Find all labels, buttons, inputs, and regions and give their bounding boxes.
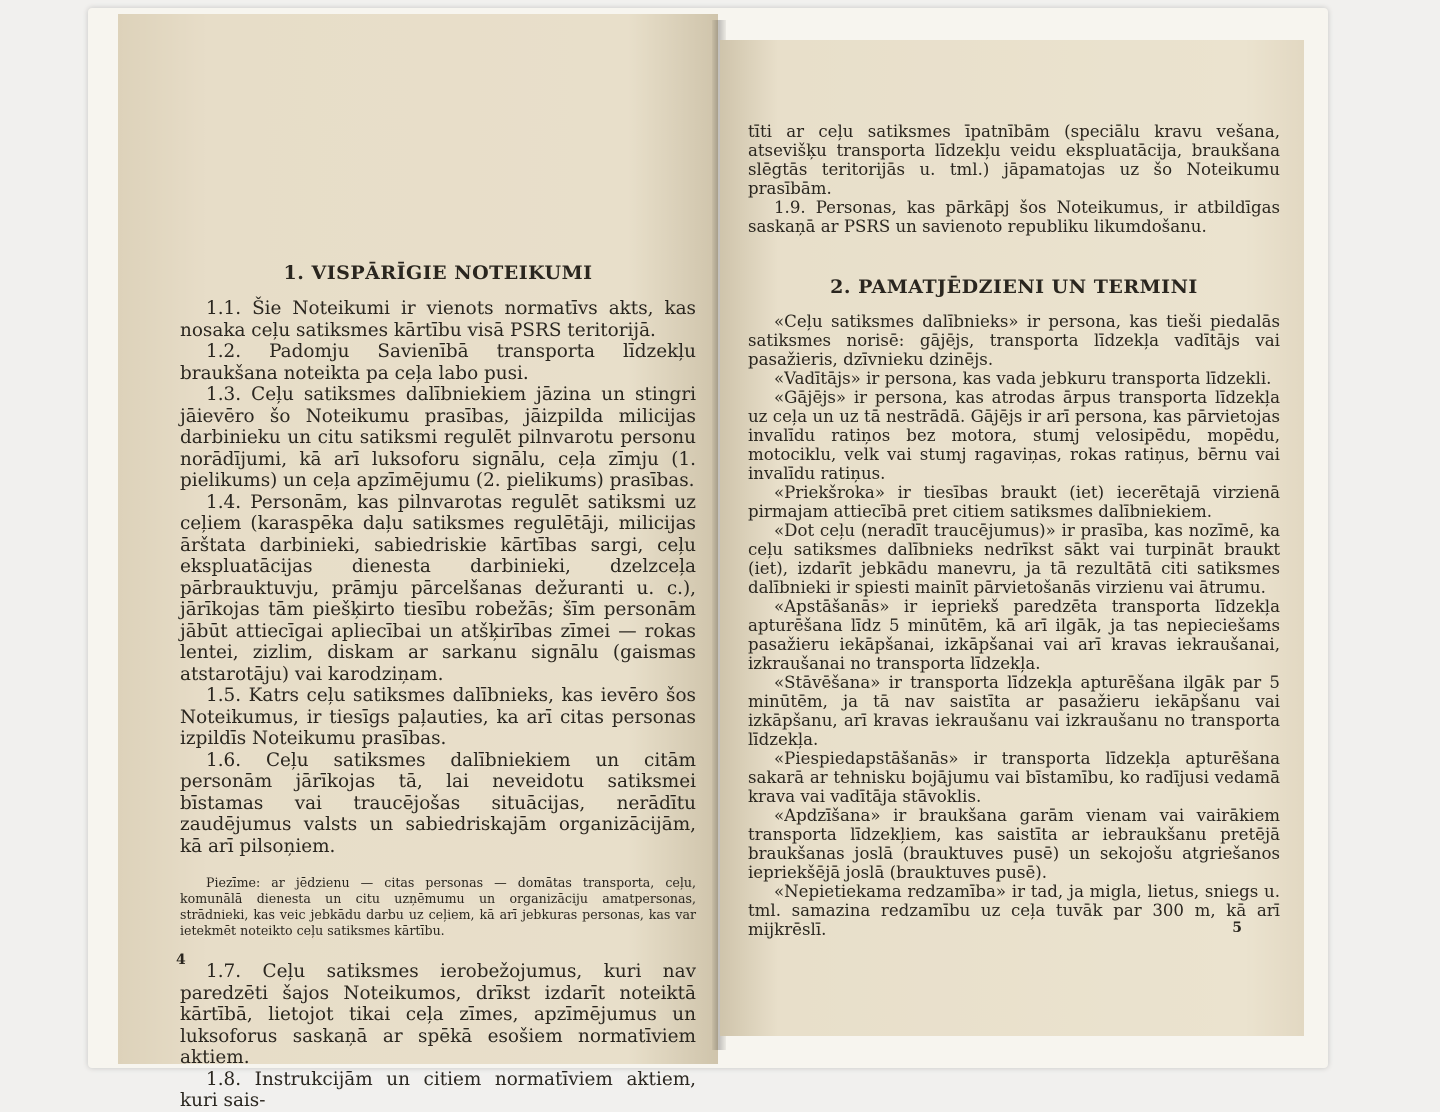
paragraph-1-8: 1.8. Instrukcijām un citiem normatīviem aktiem, kuri sais-: [180, 1068, 696, 1111]
right-page: [720, 40, 1304, 1036]
paragraph-1-4: 1.4. Personām, kas pilnvarotas regulēt satiksmi uz ceļiem (karaspēka daļu satiksmes regulētāji, milicijas ārštata darbinieki, sabiedriskie kārtības sargi, ceļu ekspluatācijas dienesta darbinieki, dzelzceļa pārbrauktuvju, prāmju pārcelšanas dežuranti u. c.), jārīkojas tām piešķirto tiesību robežās; šīm personām jābūt attiecīgai apliecībai un atšķirības zīmei — rokas lentei, zizlim, diskam ar sarkanu signālu (gaismas atstarotāju) vai karodziņam.: [180, 491, 696, 685]
definition-paragraph: «Stāvēšana» ir transporta līdzekļa apturēšana ilgāk par 5 minūtēm, ja tā nav saistīta ar pasažieru iekāpšanu vai izkāpšanu, arī kravas iekraušanu vai izkraušanu no transporta līdzekļa.: [748, 673, 1280, 749]
paragraph-1-5: 1.5. Katrs ceļu satiksmes dalībnieks, kas ievēro šos Noteikumus, ir tiesīgs paļauties, ka arī citas personas izpildīs Noteikumu prasības.: [180, 685, 696, 749]
definition-paragraph: «Apdzīšana» ir braukšana garām vienam vai vairākiem transporta līdzekļiem, kas saistīta ar iebraukšanu pretējā braukšanas joslā (brauktuves pusē) un sekojošu atgriešanos iepriekšējā joslā (brauktuves pusē).: [748, 806, 1280, 882]
definition-paragraph: «Apstāšanās» ir iepriekš paredzēta transporta līdzekļa apturēšana līdz 5 minūtēm, kā arī ilgāk, ja tas nepieciešams pasažieru iekāpšanai, izkāpšanai vai arī kravas iekraušanai, izkraušanai no transporta līdzekļa.: [748, 597, 1280, 673]
note-paragraph: Piezīme: ar jēdzienu — citas personas — domātas transporta, ceļu, komunālā dienesta un citu uzņēmumu un organizāciju amatpersonas, strādnieki, kas veic jebkādu darbu uz ceļiem, kā arī jebkuras personas, kas var ietekmēt noteikto ceļu satiksmes kārtību.: [180, 875, 696, 938]
paragraph-1-1: 1.1. Šie Noteikumi ir vienots normatīvs akts, kas nosaka ceļu satiksmes kārtību visā PSRS teritorijā.: [180, 298, 696, 341]
paragraph-1-7: 1.7. Ceļu satiksmes ierobežojumus, kuri nav paredzēti šajos Noteikumos, drīkst izdarīt noteiktā kārtībā, lietojot tikai ceļa zīmes, apzīmējumus un luksoforus saskaņā ar spēkā esošiem normatīviem aktiem.: [180, 961, 696, 1068]
definition-paragraph: «Piespiedapstāšanās» ir transporta līdzekļa apturēšana sakarā ar tehnisku bojājumu vai bīstamību, ko radījusi vedamā krava vai vadītāja stāvoklis.: [748, 749, 1280, 806]
definition-paragraph: «Priekšroka» ir tiesības braukt (iet) iecerētajā virzienā pirmajam attiecībā pret citiem satiksmes dalībniekiem.: [748, 483, 1280, 521]
definition-paragraph: «Nepietiekama redzamība» ir tad, ja migla, lietus, sniegs u. tml. samazina redzamību uz ceļa tuvāk par 300 m, kā arī mijkrēslī.: [748, 882, 1280, 939]
paragraph-1-8-continued: tīti ar ceļu satiksmes īpatnībām (speciālu kravu vešana, atsevišķu transporta līdzekļu veidu ekspluatācija, braukšana slēgtās teritorijās u. tml.) jāpamatojas uz šo Noteikumu prasībām.: [748, 122, 1280, 198]
left-page: [118, 14, 718, 1111]
page-number-left: 4: [176, 952, 186, 968]
continued-text: [748, 122, 1280, 236]
section-heading-1: 1. VISPĀRĪGIE NOTEIKUMI: [283, 262, 593, 284]
page-number-right: 5: [1232, 920, 1242, 936]
paragraph-1-6: 1.6. Ceļu satiksmes dalībniekiem un citām personām jārīkojas tā, lai neveidotu satiksmei bīstamas vai traucējošas situācijas, nerādītu zaudējumus valsts un sabiedriskajām organizācijām, kā arī pilsoņiem.: [180, 749, 696, 857]
definition-paragraph: «Gājējs» ir persona, kas atrodas ārpus transporta līdzekļa uz ceļa un uz tā nestrādā. Gājējs ir arī persona, kas pārvietojas invalīdu ratiņos bez motora, stumj velosipēdu, mopēdu, motociklu, velk vai stumj ragaviņas, rokas ratiņus, bērnu vai invalīdu ratiņus.: [748, 388, 1280, 483]
section-heading-2: 2. PAMATJĒDZIENI UN TERMINI: [830, 276, 1198, 298]
definition-paragraph: «Dot ceļu (neradīt traucējumus)» ir prasība, kas nozīmē, ka ceļu satiksmes dalībnieks nedrīkst sākt vai turpināt braukt (iet), izdarīt jebkādu manevru, ja tā rezultātā citi satiksmes dalībnieki ir spiesti mainīt pārvietošanās virzienu vai ātrumu.: [748, 521, 1280, 597]
paragraph-1-9: 1.9. Personas, kas pārkāpj šos Noteikumus, ir atbildīgas saskaņā ar PSRS un savienoto republiku likumdošanu.: [748, 198, 1280, 236]
paragraph-1-3: 1.3. Ceļu satiksmes dalībniekiem jāzina un stingri jāievēro šo Noteikumu prasības, jāizpilda milicijas darbinieku un citu satiksmi regulēt pilnvarotu personu norādījumi, kā arī luksoforu signālu, ceļa zīmju (1. pielikums) un ceļa apzīmējumu (2. pielikums) prasības.: [180, 384, 696, 491]
definition-paragraph: «Ceļu satiksmes dalībnieks» ir persona, kas tieši piedalās satiksmes norisē: gājējs, transporta līdzekļa vadītājs vai pasažieris, dzīvnieku dzinējs.: [748, 312, 1280, 369]
paragraph-1-2: 1.2. Padomju Savienībā transporta līdzekļu braukšana noteikta pa ceļa labo pusi.: [180, 341, 696, 384]
definition-paragraph: «Vadītājs» ir persona, kas vada jebkuru transporta līdzekli.: [774, 369, 1272, 388]
